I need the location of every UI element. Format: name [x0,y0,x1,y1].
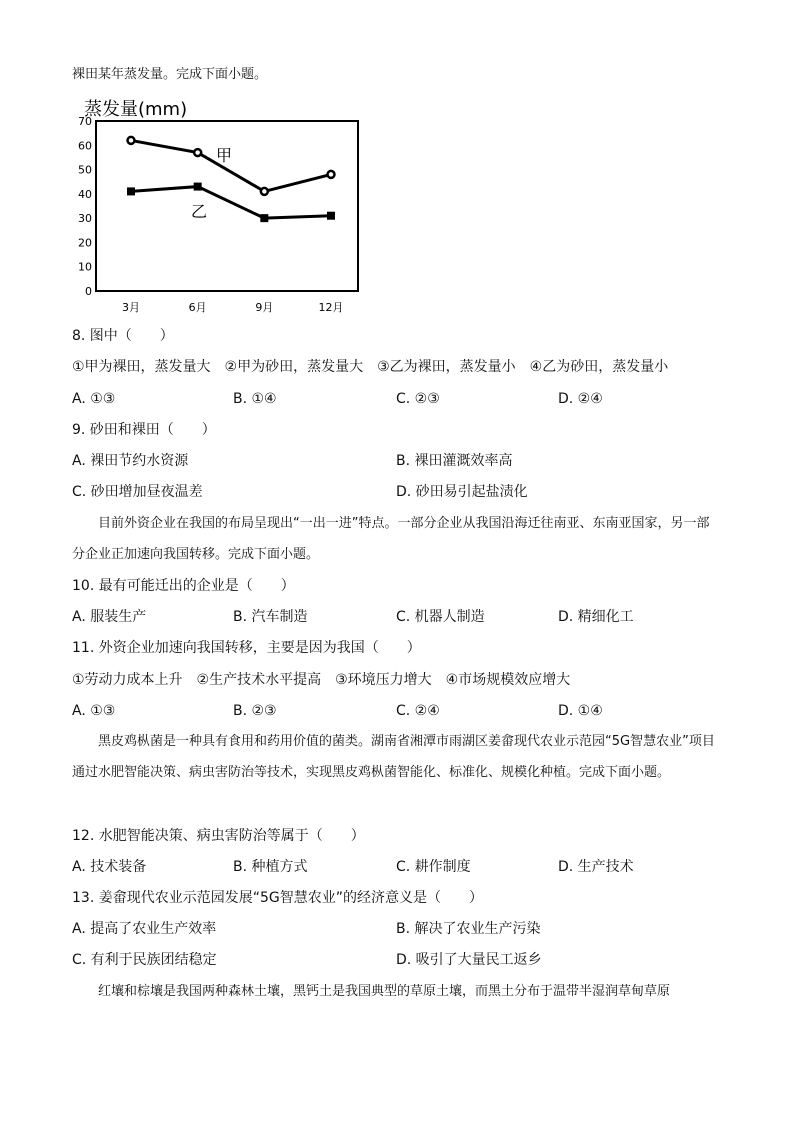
data-point [328,171,335,178]
question-11-stem: 11. 外资企业加速向我国转移，主要是因为我国（ ） [72,640,421,656]
y-tick-label: 20 [78,236,92,250]
data-point [261,188,268,195]
x-tick-label: 3月 [122,301,140,314]
x-tick-labels [122,301,344,314]
evaporation-line-chart [70,93,370,323]
q9-option-d[interactable]: D. 砂田易引起盐渍化 [396,484,528,500]
y-axis-label: 蒸发量(mm) [84,99,188,120]
question-10-stem: 10. 最有可能迁出的企业是（ ） [72,578,295,594]
y-tick-label: 40 [78,187,92,201]
data-point [260,214,268,222]
passage-mushroom-farming: 黑皮鸡枞菌是一种具有食用和药用价值的菌类。湖南省湘潭市雨湖区姜畲现代农业示范园“5G智慧农业”项目通过水肥智能决策、病虫害防治等技术，实现黑皮鸡枞菌智能化、标准化、规模化种植。完成下面小题。 [72,734,715,780]
data-point [127,187,135,195]
q12-option-c[interactable]: C. 耕作制度 [396,859,471,875]
series-label-jia: 甲 [216,146,233,165]
y-tick-labels [78,115,92,298]
question-9-stem: 9. 砂田和裸田（ ） [72,422,216,438]
series-label-yi: 乙 [191,202,208,221]
series-line-1 [131,187,331,219]
q8-option-c[interactable]: C. ②③ [396,391,440,407]
q12-option-a[interactable]: A. 技术装备 [72,859,147,875]
q10-option-b[interactable]: B. 汽车制造 [233,609,308,625]
data-point [327,212,335,220]
q11-option-c[interactable]: C. ②④ [396,703,440,719]
y-tick-label: 70 [78,115,92,128]
q13-option-a[interactable]: A. 提高了农业生产效率 [72,921,217,937]
passage-soil-types: 红壤和棕壤是我国两种森林土壤，黑钙土是我国典型的草原土壤，而黑土分布于温带半湿润草甸草原 [98,984,671,999]
q8-option-d[interactable]: D. ②④ [558,391,603,407]
q8-option-a[interactable]: A. ①③ [72,391,116,407]
passage-foreign-enterprises: 目前外资企业在我国的布局呈现出“一出一进”特点。一部分企业从我国沿海迁往南亚、东南亚国家，另一部分企业正加速向我国转移。完成下面小题。 [72,516,710,562]
y-tick-label: 50 [78,163,92,177]
x-tick-label: 6月 [188,301,207,314]
q11-option-b[interactable]: B. ②③ [233,703,277,719]
y-tick-label: 10 [78,260,92,274]
q11-option-d[interactable]: D. ①④ [558,703,603,719]
question-12-stem: 12. 水肥智能决策、病虫害防治等属于（ ） [72,828,365,844]
data-point [194,149,201,156]
q9-option-b[interactable]: B. 裸田灌溉效率高 [396,453,513,469]
q10-option-c[interactable]: C. 机器人制造 [396,609,485,625]
q12-option-b[interactable]: B. 种植方式 [233,859,308,875]
q13-option-b[interactable]: B. 解决了农业生产污染 [396,921,541,937]
data-point [128,137,135,144]
intro-text: 裸田某年蒸发量。完成下面小题。 [72,67,268,82]
q9-option-a[interactable]: A. 裸田节约水资源 [72,453,189,469]
question-13-stem: 13. 姜畲现代农业示范园发展“5G智慧农业”的经济意义是（ ） [72,890,483,906]
data-point [194,183,202,191]
q12-option-d[interactable]: D. 生产技术 [558,859,634,875]
q10-option-a[interactable]: A. 服装生产 [72,609,147,625]
q8-option-b[interactable]: B. ①④ [233,391,277,407]
question-11-statements: ①劳动力成本上升 ②生产技术水平提高 ③环境压力增大 ④市场规模效应增大 [72,672,571,688]
question-8-stem: 8. 图中（ ） [72,328,174,344]
y-tick-label: 0 [85,285,92,298]
x-tick-label: 9月 [255,301,274,314]
y-tick-label: 30 [78,212,92,226]
q13-option-c[interactable]: C. 有利于民族团结稳定 [72,952,217,968]
x-tick-label: 12月 [318,301,344,314]
y-tick-label: 60 [78,139,92,153]
q10-option-d[interactable]: D. 精细化工 [558,609,634,625]
q9-option-c[interactable]: C. 砂田增加昼夜温差 [72,484,203,500]
question-8-statements: ①甲为裸田，蒸发量大 ②甲为砂田，蒸发量大 ③乙为裸田，蒸发量小 ④乙为砂田，蒸发量小 [72,359,669,375]
q11-option-a[interactable]: A. ①③ [72,703,116,719]
q13-option-d[interactable]: D. 吸引了大量民工返乡 [396,952,542,968]
